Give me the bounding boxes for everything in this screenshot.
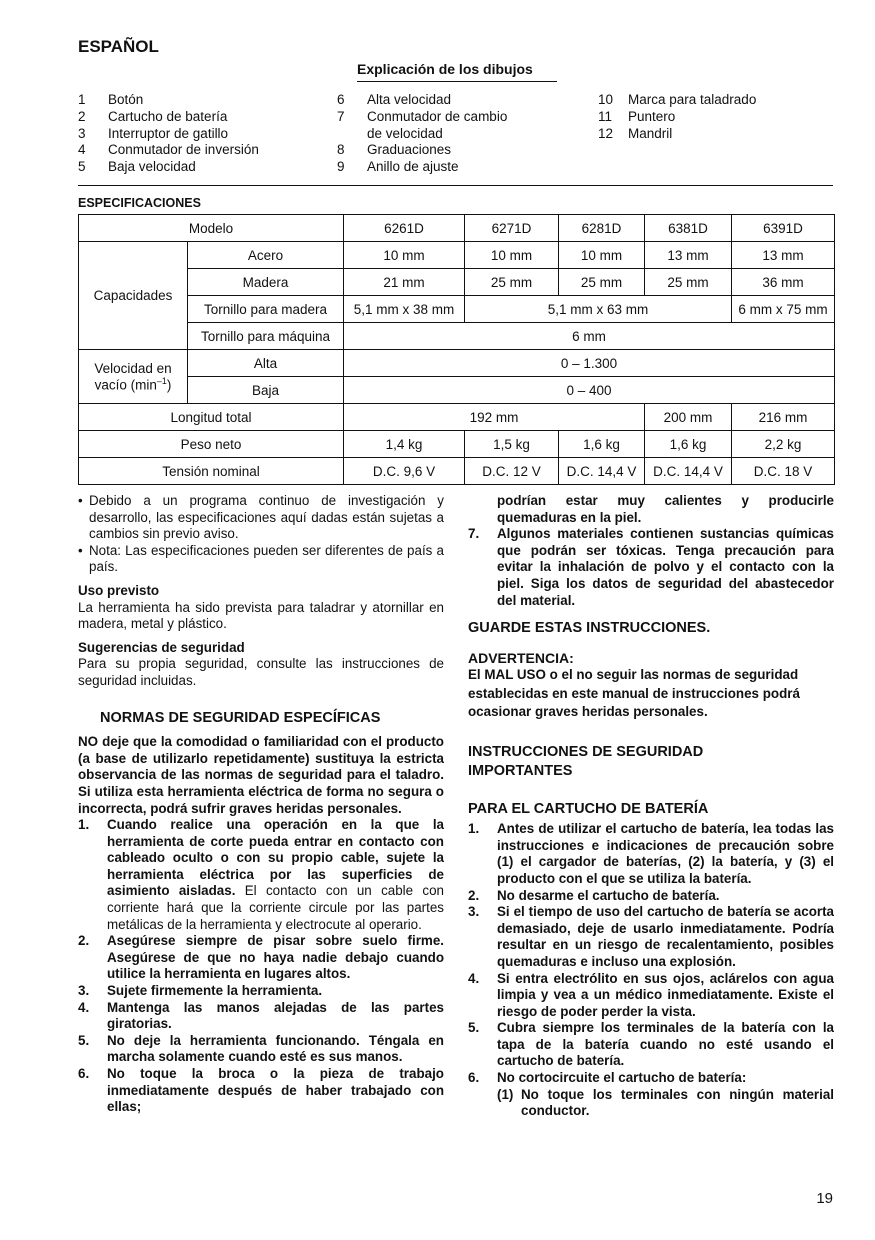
table-cell: 6391D [732, 215, 835, 242]
speed-label-close: ) [166, 377, 172, 393]
battery-cartridge-heading: PARA EL CARTUCHO DE BATERÍA [468, 800, 709, 817]
legend-item: de velocidad [367, 125, 443, 141]
table-cell: Peso neto [79, 431, 344, 458]
specific-safety-rules-title: NORMAS DE SEGURIDAD ESPECÍFICAS [100, 709, 381, 726]
table-cell: 6 mm x 75 mm [732, 296, 835, 323]
legend-item: 11 Puntero [598, 108, 676, 124]
table-cell: 1,5 kg [465, 431, 559, 458]
table-row [79, 458, 835, 485]
table-cell: D.C. 9,6 V [344, 458, 465, 485]
table-row [79, 269, 835, 296]
list-item: 2. No desarme el cartucho de batería. [468, 887, 720, 903]
table-cell: Baja [188, 377, 344, 404]
bullet-item: • Nota: Las especificaciones pueden ser diferentes de país a país. [78, 542, 444, 575]
list-item: 1. Cuando realice una operación en la que la herramienta de corte pueda entrar en contacto con cableado oculto o con su propio cable, sujete la herramienta eléctrica por las superficies de asimiento aisladas. El contacto con un cable con corriente hará que la corriente circule por las partes metálicas de la herramienta y electrocute al operario. [78, 817, 444, 932]
table-cell: 6281D [559, 215, 645, 242]
legend-title: Explicación de los dibujos [357, 61, 557, 82]
list-item: 3. Sujete firmemente la herramienta. [78, 983, 323, 999]
table-row [79, 404, 835, 431]
legend-item: 8 Graduaciones [337, 142, 452, 158]
table-cell: 13 mm [645, 242, 732, 269]
table-cell: 6261D [344, 215, 465, 242]
safety-rules-intro: NO deje que la comodidad o familiaridad con el producto (a base de utilizarlo repetidamente) sustituya la estricta observancia de las normas de seguridad para el taladro. Si utiliza esta herramienta eléctrica de forma no segura o incorrecta, podrá sufrir graves heridas personales. [78, 734, 444, 816]
table-cell: 6 mm [344, 323, 835, 350]
list-item: 6. No toque la broca o la pieza de trabajo inmediatamente después de haber trabajado con ellas; [78, 1066, 444, 1115]
safety-tips-title: Sugerencias de seguridad [78, 639, 245, 655]
table-row [79, 323, 835, 350]
table-cell: 1,4 kg [344, 431, 465, 458]
table-cell: D.C. 14,4 V [559, 458, 645, 485]
table-cell: 21 mm [344, 269, 465, 296]
table-row [79, 242, 835, 269]
specifications-table [78, 214, 835, 485]
legend-item: 5 Baja velocidad [78, 159, 196, 175]
important-safety-heading-line2: IMPORTANTES [468, 763, 573, 780]
legend-item: 9 Anillo de ajuste [337, 159, 459, 175]
table-cell: 5,1 mm x 63 mm [465, 296, 732, 323]
intended-use-text: La herramienta ha sido prevista para taladrar y atornillar en madera, metal y plástico. [78, 599, 444, 632]
table-row [79, 350, 835, 377]
table-cell: Tornillo para máquina [188, 323, 344, 350]
table-cell: D.C. 12 V [465, 458, 559, 485]
legend-item: 6 Alta velocidad [337, 92, 452, 107]
important-safety-heading-line1: INSTRUCCIONES DE SEGURIDAD [468, 743, 704, 760]
list-item: 1. Antes de utilizar el cartucho de batería, lea todas las instrucciones e indicaciones de precaución sobre (1) el cargador de baterías, (2) la batería, y (3) el producto con el que se utiliza la batería. [468, 821, 834, 886]
intended-use-title: Uso previsto [78, 582, 160, 598]
legend-column-1 [78, 92, 259, 176]
table-cell: 6381D [645, 215, 732, 242]
table-row [79, 431, 835, 458]
speed-label-line1: Velocidad en [94, 360, 172, 376]
table-cell: D.C. 14,4 V [645, 458, 732, 485]
legend-column-2 [337, 92, 507, 176]
table-row [79, 215, 835, 242]
page-number: 19 [816, 1190, 833, 1207]
table-row [79, 296, 835, 323]
speed-unit-exponent: –1 [156, 375, 167, 386]
warning-text: El MAL USO o el no seguir las normas de seguridad establecidas en este manual de instrucciones podrá ocasionar graves heridas personales. [468, 667, 800, 720]
left-column [78, 493, 444, 1116]
list-item: 5. No deje la herramienta funcionando. Téngala en marcha solamente cuando esté es sus manos. [78, 1032, 444, 1065]
table-cell: Tensión nominal [79, 458, 344, 485]
table-row [79, 377, 835, 404]
language-heading: ESPAÑOL [78, 37, 159, 56]
table-cell: 1,6 kg [559, 431, 645, 458]
table-cell: 10 mm [559, 242, 645, 269]
legend-item: 4 Conmutador de inversión [78, 142, 259, 158]
list-item: 7. Algunos materiales contienen sustancias químicas que podrán ser tóxicas. Tenga precaución para evitar la inhalación de polvo y el contacto con la piel. Siga los datos de seguridad del abastecedor del material. [468, 526, 834, 608]
bullet-item: • Debido a un programa continuo de investigación y desarrollo, las especificaciones aquí dadas están sujetas a cambios sin previo aviso. [78, 493, 444, 542]
list-item: 6. No cortocircuite el cartucho de batería: [468, 1070, 747, 1086]
table-cell: Alta [188, 350, 344, 377]
table-cell: Madera [188, 269, 344, 296]
table-cell: 13 mm [732, 242, 835, 269]
table-cell: 0 – 1.300 [344, 350, 835, 377]
table-cell [79, 350, 188, 404]
list-item: 3. Si el tiempo de uso del cartucho de batería se acorta demasiado, deje de usarlo inmediatamente. Podría resultar en un riesgo de recalentamiento, posibles quemaduras e incluso una explosión. [468, 904, 834, 969]
table-cell: 6271D [465, 215, 559, 242]
specifications-heading: ESPECIFICACIONES [78, 196, 201, 210]
list-item: 5. Cubra siempre los terminales de la batería con la tapa de la batería cuando no esté usando el cartucho de batería. [468, 1020, 834, 1069]
table-cell: 200 mm [645, 404, 732, 431]
table-cell: 36 mm [732, 269, 835, 296]
sub-list-item: (1) No toque los terminales con ningún material conductor. [497, 1086, 834, 1119]
list-item: 4. Si entra electrólito en sus ojos, aclárelos con agua limpia y vea a un médico inmediatamente. Existe el riesgo de poder perder la vista. [468, 970, 834, 1019]
section-divider [78, 185, 833, 186]
table-cell: 216 mm [732, 404, 835, 431]
legend-item: 1 Botón [78, 92, 144, 107]
legend-column-3 [598, 92, 756, 142]
important-safety-heading [468, 743, 834, 782]
table-cell: 192 mm [344, 404, 645, 431]
table-cell: D.C. 18 V [732, 458, 835, 485]
safety-tips-text: Para su propia seguridad, consulte las instrucciones de seguridad incluidas. [78, 656, 444, 688]
legend-item: 7 Conmutador de cambio [337, 108, 508, 124]
table-cell: 1,6 kg [645, 431, 732, 458]
table-cell: 0 – 400 [344, 377, 835, 404]
list-item: 4. Mantenga las manos alejadas de las partes giratorias. [78, 999, 444, 1032]
list-item-continuation: podrían estar muy calientes y producirle quemaduras en la piel. [497, 493, 834, 525]
legend-item: 2 Cartucho de batería [78, 108, 228, 124]
warning-title: ADVERTENCIA: [468, 649, 574, 666]
speed-label-line2: vacío (min [94, 377, 157, 393]
table-cell: Capacidades [79, 242, 188, 350]
table-cell: Modelo [79, 215, 344, 242]
legend-item: 3 Interruptor de gatillo [78, 125, 229, 141]
table-cell: 25 mm [645, 269, 732, 296]
table-cell: 25 mm [559, 269, 645, 296]
save-instructions-heading: GUARDE ESTAS INSTRUCCIONES. [468, 620, 711, 637]
table-cell: 10 mm [344, 242, 465, 269]
legend-item: 12 Mandril [598, 125, 673, 141]
table-cell: Tornillo para madera [188, 296, 344, 323]
table-cell: 5,1 mm x 38 mm [344, 296, 465, 323]
table-cell: 25 mm [465, 269, 559, 296]
table-cell: 10 mm [465, 242, 559, 269]
table-cell: Acero [188, 242, 344, 269]
table-cell: Longitud total [79, 404, 344, 431]
legend-item: 10 Marca para taladrado [598, 92, 757, 107]
table-cell: 2,2 kg [732, 431, 835, 458]
right-column [468, 493, 834, 1120]
list-item: 2. Asegúrese siempre de pisar sobre suelo firme. Asegúrese de que no haya nadie debajo cuando utilice la herramienta en lugares altos. [78, 933, 444, 982]
